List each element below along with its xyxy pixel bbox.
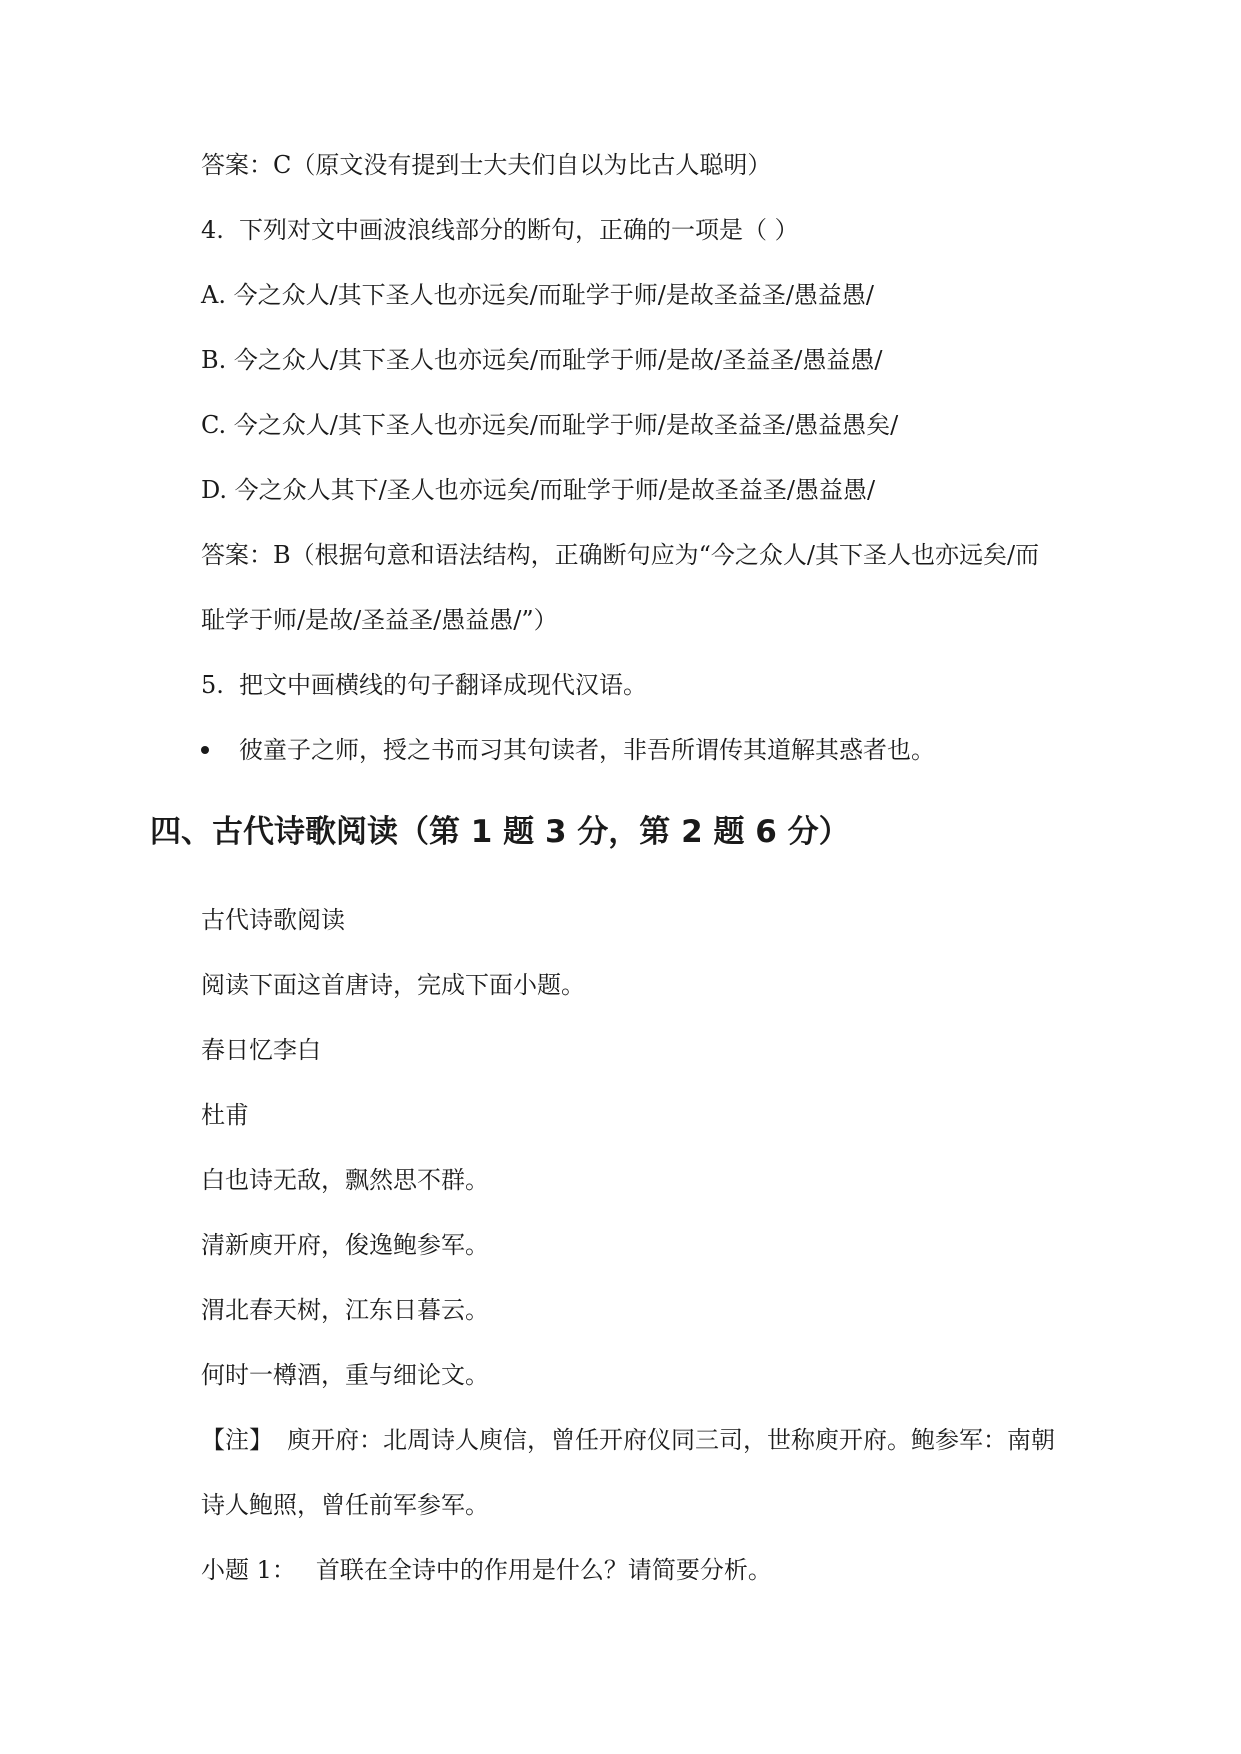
q4-option-a: A. 今之众人/其下圣人也亦远矣/而耻学于师/是故圣益圣/愚益愚/ [201,281,875,309]
poem-line-3: 渭北春天树，江东日暮云。 [201,1296,489,1324]
q4-number: 4. [201,216,224,244]
q4-option-d: D. 今之众人其下/圣人也亦远矣/而耻学于师/是故圣益圣/愚益愚/ [201,476,876,504]
q5-stem: 把文中画横线的句子翻译成现代汉语。 [239,671,647,699]
q5-question [201,670,1091,700]
q4-option-b: B. 今之众人/其下圣人也亦远矣/而耻学于师/是故/圣益圣/愚益愚/ [201,346,883,374]
q4-answer-line2: 耻学于师/是故/圣益圣/愚益愚/”） [201,606,558,634]
q4-option-c: C. 今之众人/其下圣人也亦远矣/而耻学于师/是故圣益圣/愚益愚矣/ [201,411,899,439]
subquestion-1 [201,1555,1091,1585]
poem-author: 杜甫 [201,1101,249,1129]
poem-line-2: 清新庾开府，俊逸鲍参军。 [201,1231,489,1259]
note-line1 [201,1425,1091,1455]
section-instruction: 阅读下面这首唐诗，完成下面小题。 [201,971,585,999]
subquestion-1-label: 小题 1： [201,1556,296,1584]
section-subtitle: 古代诗歌阅读 [201,906,345,934]
section-heading: 四、古代诗歌阅读（第 1 题 3 分，第 2 题 6 分） [150,814,850,850]
subquestion-1-text: 首联在全诗中的作用是什么？请简要分析。 [315,1556,772,1584]
q5-bullet-item [201,735,1091,765]
q5-number: 5. [201,671,224,699]
q4-answer-line1: 答案：B（根据句意和语法结构，正确断句应为“今之众人/其下圣人也亦远矣/而 [201,541,1040,569]
poem-line-1: 白也诗无敌，飘然思不群。 [201,1166,489,1194]
q4-question [201,215,1091,245]
note-text-1: 庾开府：北周诗人庾信，曾任开府仪同三司，世称庾开府。鲍参军：南朝 [287,1426,1055,1454]
q3-answer: 答案：C（原文没有提到士大夫们自以为比古人聪明） [201,151,772,179]
note-line2: 诗人鲍照，曾任前军参军。 [201,1491,489,1519]
q4-stem: 下列对文中画波浪线部分的断句，正确的一项是（ ） [239,216,799,244]
poem-line-4: 何时一樽酒，重与细论文。 [201,1361,489,1389]
bullet-icon [201,746,209,754]
poem-title: 春日忆李白 [201,1036,321,1064]
q5-sentence: 彼童子之师，授之书而习其句读者，非吾所谓传其道解其惑者也。 [239,736,935,764]
note-label: 【注】 [201,1426,273,1454]
